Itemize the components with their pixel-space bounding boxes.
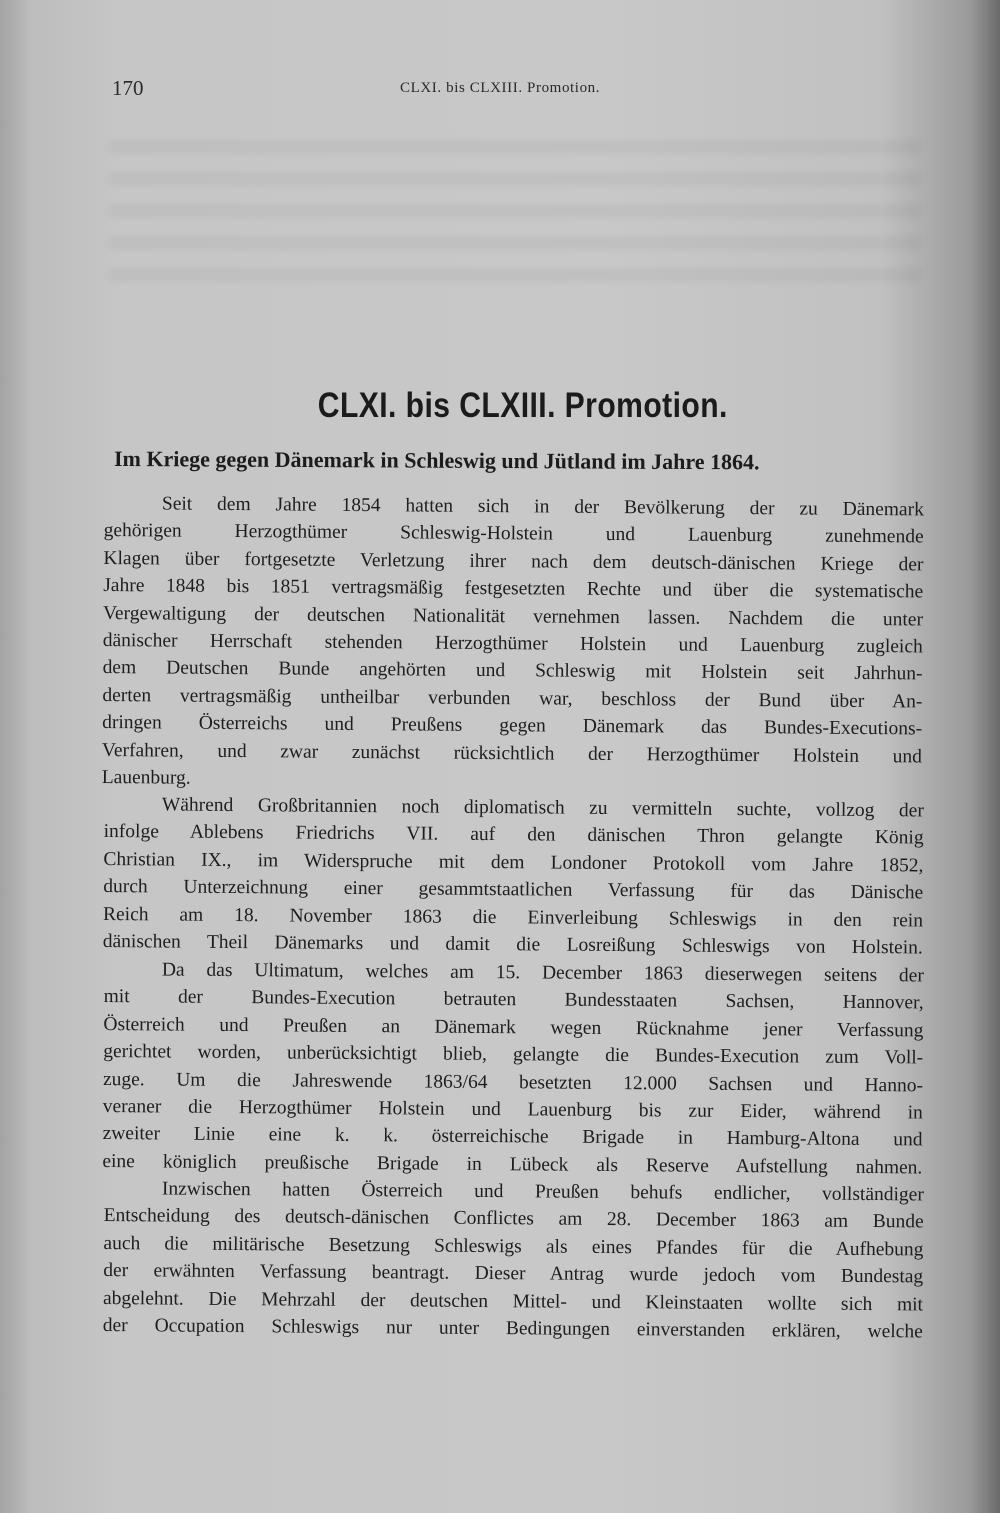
- text-line: eine königlich preußische Brigade in Lübeck als Reserve Aufstellung nahmen.: [102, 1150, 923, 1179]
- text-line: Vergewaltigung der deutschen Nationalität vernehmen lassen. Nachdem die unter: [102, 602, 924, 631]
- text-line: Lauenburg.: [101, 767, 191, 789]
- page-number: 170: [112, 76, 144, 100]
- text-line: dänischen Theil Dänemarks und damit die Losreißung Schleswigs von Holstein.: [102, 931, 923, 959]
- text-line: dringen Österreichs und Preußens gegen Dänemark das Bundes-Executions-: [102, 712, 923, 740]
- chapter-title: CLXI. bis CLXIII. Promotion.: [317, 386, 728, 425]
- body-text: [101, 490, 924, 1343]
- text-line: zweiter Linie eine k. k. österreichische Brigade in Hamburg-Altona und: [102, 1123, 923, 1151]
- text-line: der erwähnten Verfassung beantragt. Dieser Antrag wurde jedoch vom Bundestag: [103, 1260, 924, 1288]
- text-line: auch die militärische Besetzung Schleswigs als eines Pfandes für die Aufhebung: [103, 1232, 924, 1261]
- text-line: mit der Bundes-Execution betrauten Bundesstaaten Sachsen, Hannover,: [103, 986, 924, 1014]
- paragraph-3: [102, 956, 924, 1182]
- text-line: Reich am 18. November 1863 die Einverleibung Schleswigs in den rein: [102, 904, 924, 932]
- text-line: Inzwischen hatten Österreich und Preußen behufs endlicher, vollständiger: [161, 1178, 924, 1206]
- text-line: Entscheidung des deutsch-dänischen Conflictes am 28. December 1863 am Bunde: [103, 1205, 924, 1234]
- paragraph-4: [103, 1175, 924, 1346]
- text-line: dänischer Herrschaft stehenden Herzogthümer Holstein und Lauenburg zugleich: [102, 630, 923, 658]
- text-line: durch Unterzeichnung einer gesammtstaatlichen Verfassung für das Dänische: [103, 876, 924, 905]
- text-line: Verfahren, und zwar zunächst rücksichtlich der Herzogthümer Holstein und: [101, 739, 923, 768]
- text-line: Klagen über fortgesetzte Verletzung ihrer nach dem deutsch-dänischen Kriege der: [103, 547, 924, 576]
- text-line: Österreich und Preußen an Dänemark wegen Rücknahme jener Verfassung: [103, 1013, 924, 1042]
- text-line: Da das Ultimatum, welches am 15. December 1863 dieserwegen seitens der: [161, 959, 924, 987]
- show-through-text: [110, 140, 920, 300]
- text-line: der Occupation Schleswigs nur unter Bedingungen einverstanden erklären, welche: [102, 1315, 923, 1343]
- text-line: dem Deutschen Bunde angehörten und Schleswig mit Holstein seit Jahrhun-: [102, 657, 923, 685]
- text-line: derten vertragsmäßig untheilbar verbunden war, beschloss der Bund über An-: [102, 684, 923, 713]
- text-line: zuge. Um die Jahreswende 1863/64 besetzten 12.000 Sachsen und Hanno-: [102, 1068, 924, 1096]
- text-line: Christian IX., im Widerspruche mit dem Londoner Protokoll vom Jahre 1852,: [103, 849, 924, 877]
- text-line: Während Großbritannien noch diplomatisch zu vermitteln suchte, vollzog der: [161, 794, 924, 822]
- chapter-subtitle: Im Kriege gegen Dänemark in Schleswig und Jütland im Jahre 1864.: [113, 446, 760, 475]
- text-line: Jahre 1848 bis 1851 vertragsmäßig festgesetzten Rechte und über die systematische: [103, 575, 924, 603]
- text-line: abgelehnt. Die Mehrzahl der deutschen Mittel- und Kleinstaaten wollte sich mit: [102, 1287, 924, 1316]
- running-title: CLXI. bis CLXIII. Promotion.: [400, 80, 601, 96]
- running-header: [112, 76, 642, 106]
- paragraph-1: [102, 490, 924, 798]
- text-line: infolge Ablebens Friedrichs VII. auf den dänischen Thron gelangte König: [103, 821, 924, 850]
- text-line: Seit dem Jahre 1854 hatten sich in der Bevölkerung der zu Dänemark: [161, 493, 924, 521]
- paragraph-2: [103, 791, 924, 962]
- text-line: gehörigen Herzogthümer Schleswig-Holstein und Lauenburg zunehmende: [103, 520, 924, 548]
- text-line: veraner die Herzogthümer Holstein und Lauenburg bis zur Eider, während in: [102, 1095, 923, 1124]
- text-line: gerichtet worden, unberücksichtigt blieb, gelangte die Bundes-Execution zum Voll-: [103, 1041, 924, 1069]
